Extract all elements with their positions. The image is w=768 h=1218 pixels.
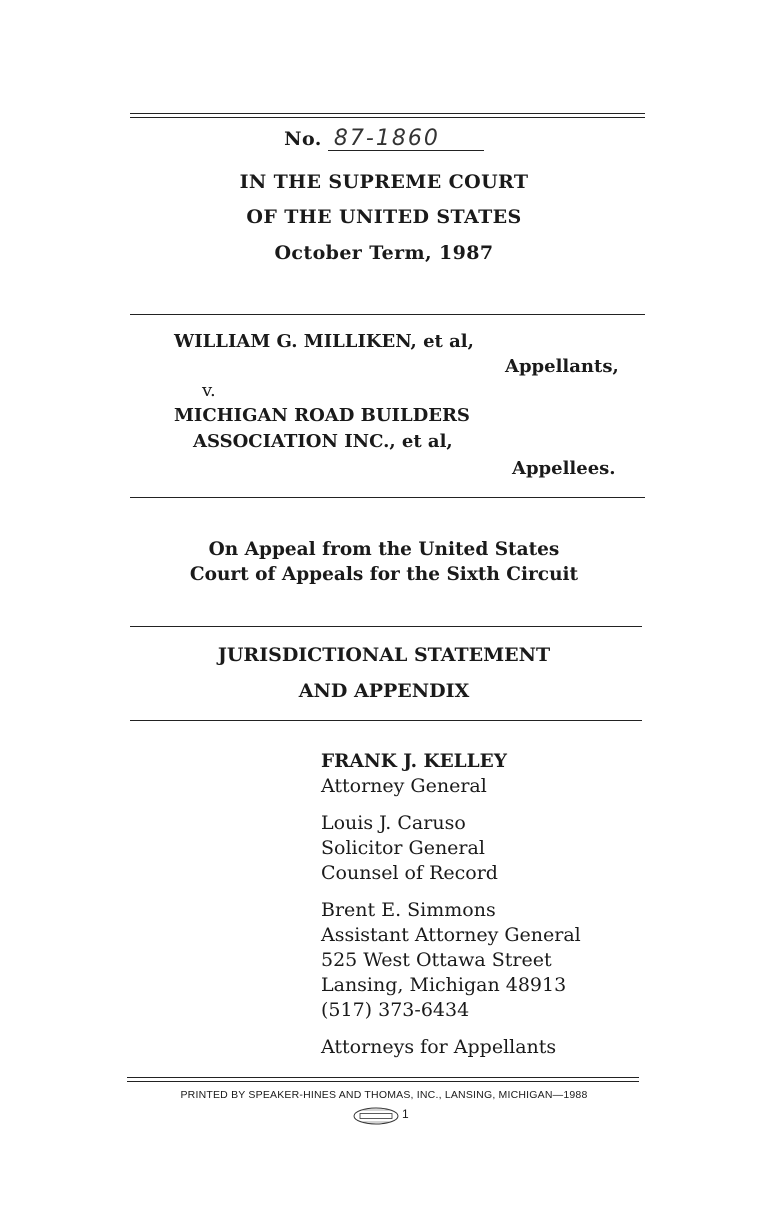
union-label-seal [352,1106,412,1126]
appellant-name: WILLIAM G. MILLIKEN, et al, [174,331,474,352]
assistant-name: Brent E. Simmons [321,899,496,921]
attorneys-for: Attorneys for Appellants [321,1036,557,1058]
docket-handwritten-number: 87-1860 [328,128,484,151]
court-term: October Term, 1987 [274,242,494,264]
document-title-line-2: AND APPENDIX [298,680,470,702]
appeal-line-2: Court of Appeals for the Sixth Circuit [189,564,579,585]
solicitor-title: Solicitor General [321,837,485,859]
court-line-1: IN THE SUPREME COURT [239,171,529,193]
assistant-title: Assistant Attorney General [321,924,581,946]
docket-number [0,128,768,151]
solicitor-role: Counsel of Record [321,862,498,884]
counsel-block [321,749,581,1060]
bottom-double-rule [127,1077,639,1082]
rule-after-appeal [130,626,642,627]
versus: v. [202,380,216,401]
court-line-2: OF THE UNITED STATES [246,206,522,228]
solicitor-block [321,811,581,886]
appeal-line-1: On Appeal from the United States [208,539,560,560]
seal-number: 1 [402,1107,409,1121]
attorney-general-block [321,749,581,799]
top-double-rule [130,113,645,118]
appellant-role: Appellants, [505,356,619,377]
assistant-street: 525 West Ottawa Street [321,949,552,971]
rule-after-title [130,720,642,721]
attorney-general-name: FRANK J. KELLEY [321,751,507,772]
rule-after-court [130,314,645,315]
appellee-name-line-2: ASSOCIATION INC., et al, [193,431,453,452]
appellee-name-line-1: MICHIGAN ROAD BUILDERS [174,405,470,426]
printer-credit: PRINTED BY SPEAKER-HINES AND THOMAS, INC., LANSING, MICHIGAN—1988 [180,1089,588,1101]
docket-label: No. [284,128,322,150]
assistant-phone: (517) 373-6434 [321,999,470,1021]
attorney-general-title: Attorney General [321,775,487,797]
document-title-line-1: JURISDICTIONAL STATEMENT [217,644,551,666]
rule-after-caption [130,497,645,498]
appellee-role: Appellees. [512,458,616,479]
assistant-city: Lansing, Michigan 48913 [321,974,567,996]
assistant-block [321,898,581,1023]
solicitor-name: Louis J. Caruso [321,812,466,834]
